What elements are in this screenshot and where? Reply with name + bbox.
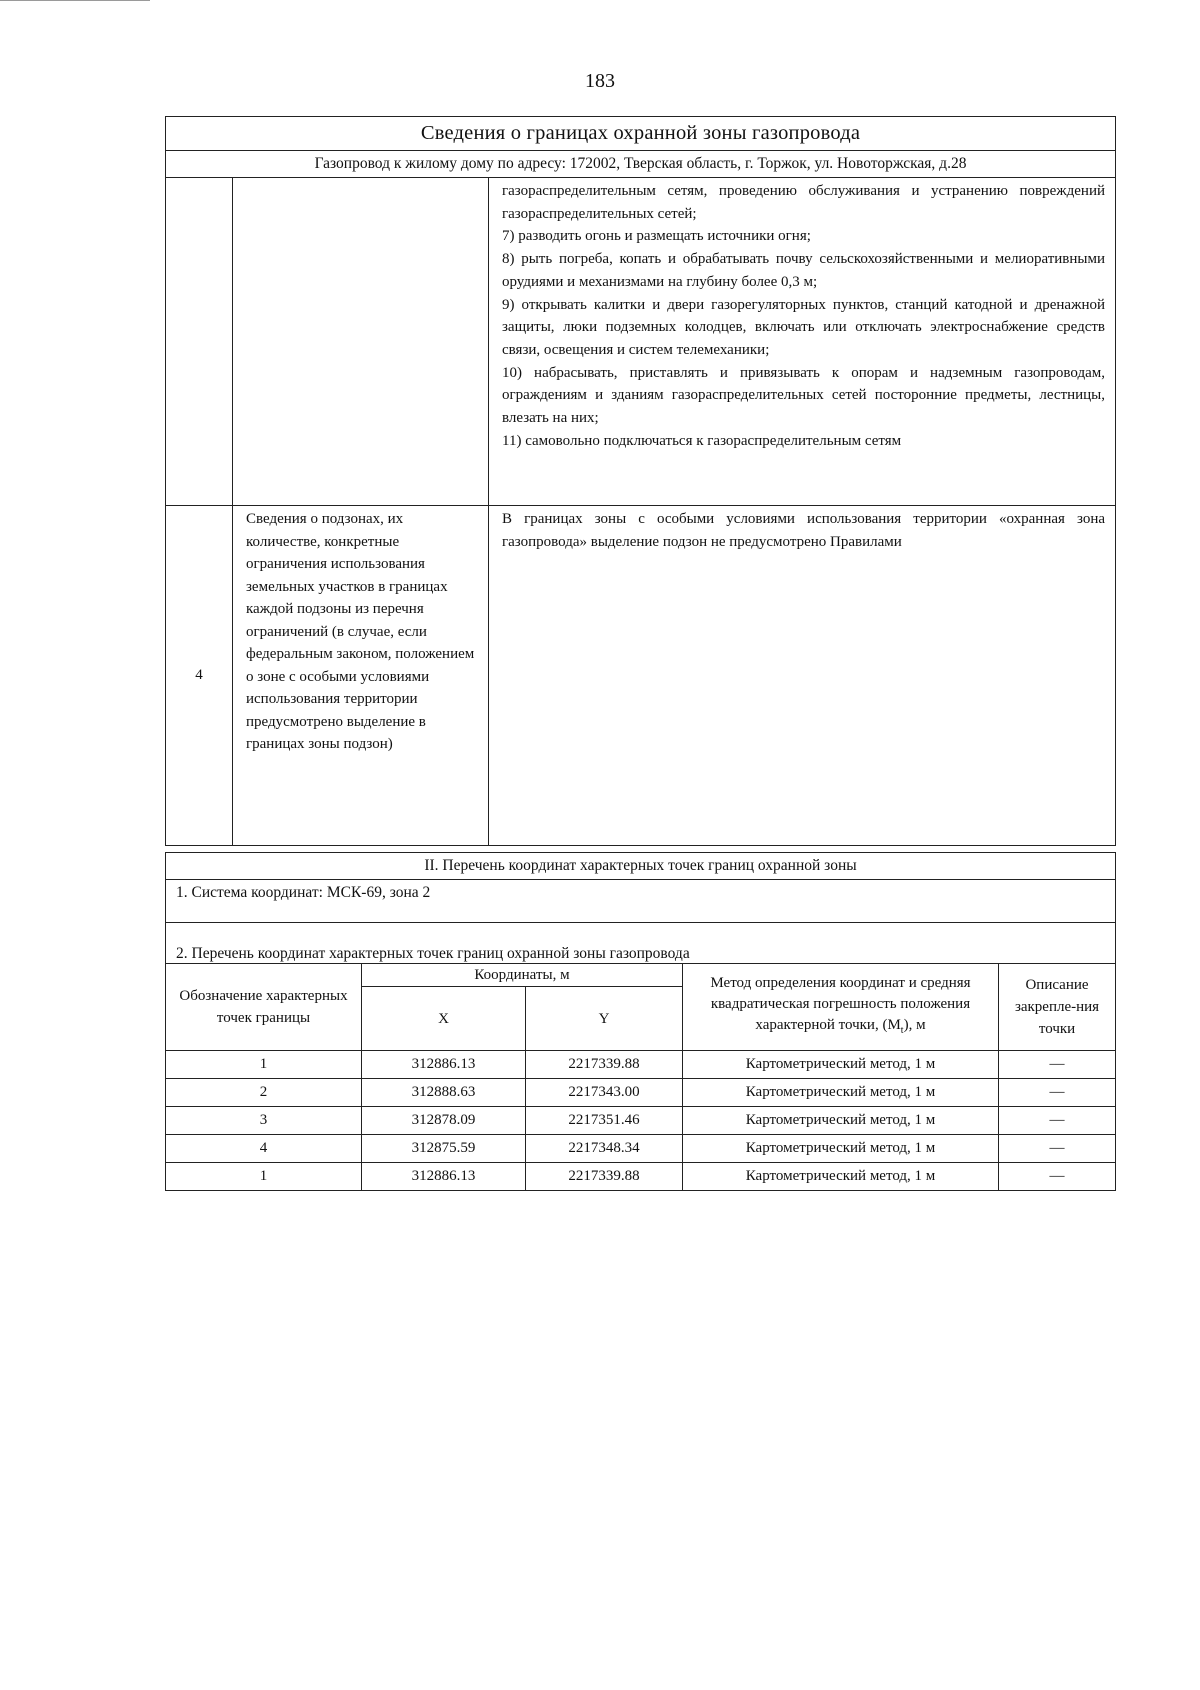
description: —	[999, 1135, 1116, 1163]
description: —	[999, 1107, 1116, 1135]
header-method-tail: ), м	[903, 1017, 926, 1033]
header-coordinates: Координаты, м	[362, 964, 683, 987]
point-id: 2	[166, 1079, 362, 1107]
point-id: 3	[166, 1107, 362, 1135]
zone-info-table	[165, 116, 1116, 846]
restrictions-text	[489, 178, 1116, 506]
method: Картометрический метод, 1 м	[683, 1163, 999, 1191]
header-method	[683, 964, 999, 1051]
scan-edge-line	[0, 0, 150, 1]
list-title-row	[166, 923, 1116, 964]
pipeline-address: Газопровод к жилому дому по адресу: 172002, Тверская область, г. Торжок, ул. Новоторжская, д.28	[166, 151, 1116, 178]
header-y: Y	[526, 987, 683, 1051]
row-4	[166, 506, 1116, 846]
coord-y: 2217348.34	[526, 1135, 683, 1163]
restriction-line: 7) разводить огонь и размещать источники огня;	[502, 228, 811, 245]
restriction-line: газораспределительным сетям, проведению обслуживания и устранению повреждений газораспределительных сетей;	[502, 183, 1106, 222]
subtitle-row	[166, 151, 1116, 178]
coord-y: 2217339.88	[526, 1163, 683, 1191]
point-id: 1	[166, 1163, 362, 1191]
continuation-number-cell	[166, 178, 233, 506]
coord-x: 312875.59	[362, 1135, 526, 1163]
method: Картометрический метод, 1 м	[683, 1051, 999, 1079]
header-point: Обозначение характерных точек границы	[166, 964, 362, 1051]
coordinates-list-title: 2. Перечень координат характерных точек границ охранной зоны газопровода	[166, 923, 1116, 964]
coord-y: 2217343.00	[526, 1079, 683, 1107]
restriction-line: 8) рыть погреба, копать и обрабатывать почву сельскохозяйственными и мелиоративными орудиями и механизмами на глубину более 0,3 м;	[502, 251, 1106, 290]
method: Картометрический метод, 1 м	[683, 1107, 999, 1135]
title-row	[166, 117, 1116, 151]
continuation-row	[166, 178, 1116, 506]
document-title: Сведения о границах охранной зоны газопровода	[166, 117, 1116, 151]
restriction-line: 11) самовольно подключаться к газораспределительным сетям	[502, 432, 902, 449]
description: —	[999, 1163, 1116, 1191]
coordinates-table	[165, 852, 1116, 1191]
coord-x: 312886.13	[362, 1163, 526, 1191]
coordinate-system-row	[166, 880, 1116, 923]
coord-y: 2217351.46	[526, 1107, 683, 1135]
table-row	[166, 1135, 1116, 1163]
section2-title: II. Перечень координат характерных точек границ охранной зоны	[166, 853, 1116, 880]
point-id: 4	[166, 1135, 362, 1163]
header-description: Описание закрепле-ния точки	[999, 964, 1116, 1051]
row-4-label: Сведения о подзонах, их количестве, конкретные ограничения использования земельных участков в границах каждой подзоны из перечня ограничений (в случае, если федеральным законом, положением о зоне с особыми условиями использования территории предусмотрено выделение в границах зоны подзон)	[233, 506, 489, 846]
header-row-1	[166, 964, 1116, 987]
header-x: X	[362, 987, 526, 1051]
method: Картометрический метод, 1 м	[683, 1079, 999, 1107]
method: Картометрический метод, 1 м	[683, 1135, 999, 1163]
coord-x: 312878.09	[362, 1107, 526, 1135]
coord-y: 2217339.88	[526, 1051, 683, 1079]
restriction-line: 10) набрасывать, приставлять и привязывать к опорам и надземным газопроводам, ограждениям и зданиям газораспределительных сетей посторонние предметы, лестницы, влезать на них;	[502, 364, 1106, 427]
coord-x: 312888.63	[362, 1079, 526, 1107]
table-row	[166, 1163, 1116, 1191]
row-4-number: 4	[166, 506, 233, 846]
description: —	[999, 1079, 1116, 1107]
coord-x: 312886.13	[362, 1051, 526, 1079]
description: —	[999, 1051, 1116, 1079]
coordinate-system: 1. Система координат: МСК-69, зона 2	[166, 880, 1116, 923]
page-number: 183	[585, 70, 615, 92]
point-id: 1	[166, 1051, 362, 1079]
table-row	[166, 1051, 1116, 1079]
continuation-label-cell	[233, 178, 489, 506]
table-row	[166, 1079, 1116, 1107]
restriction-line: 9) открывать калитки и двери газорегуляторных пунктов, станций катодной и дренажной защиты, люки подземных колодцев, включать или отключать электроснабжение средств связи, освещения и систем телемеханики;	[502, 296, 1106, 358]
header-method-sub: t	[900, 1025, 904, 1036]
table-row	[166, 1107, 1116, 1135]
row-4-value: В границах зоны с особыми условиями использования территории «охранная зона газопровода» выделение подзон не предусмотрено Правилами	[489, 506, 1116, 846]
section2-title-row	[166, 853, 1116, 880]
header-method-main: Метод определения координат и средняя квадратическая погрешность положения характерной точки, (M	[710, 975, 971, 1033]
